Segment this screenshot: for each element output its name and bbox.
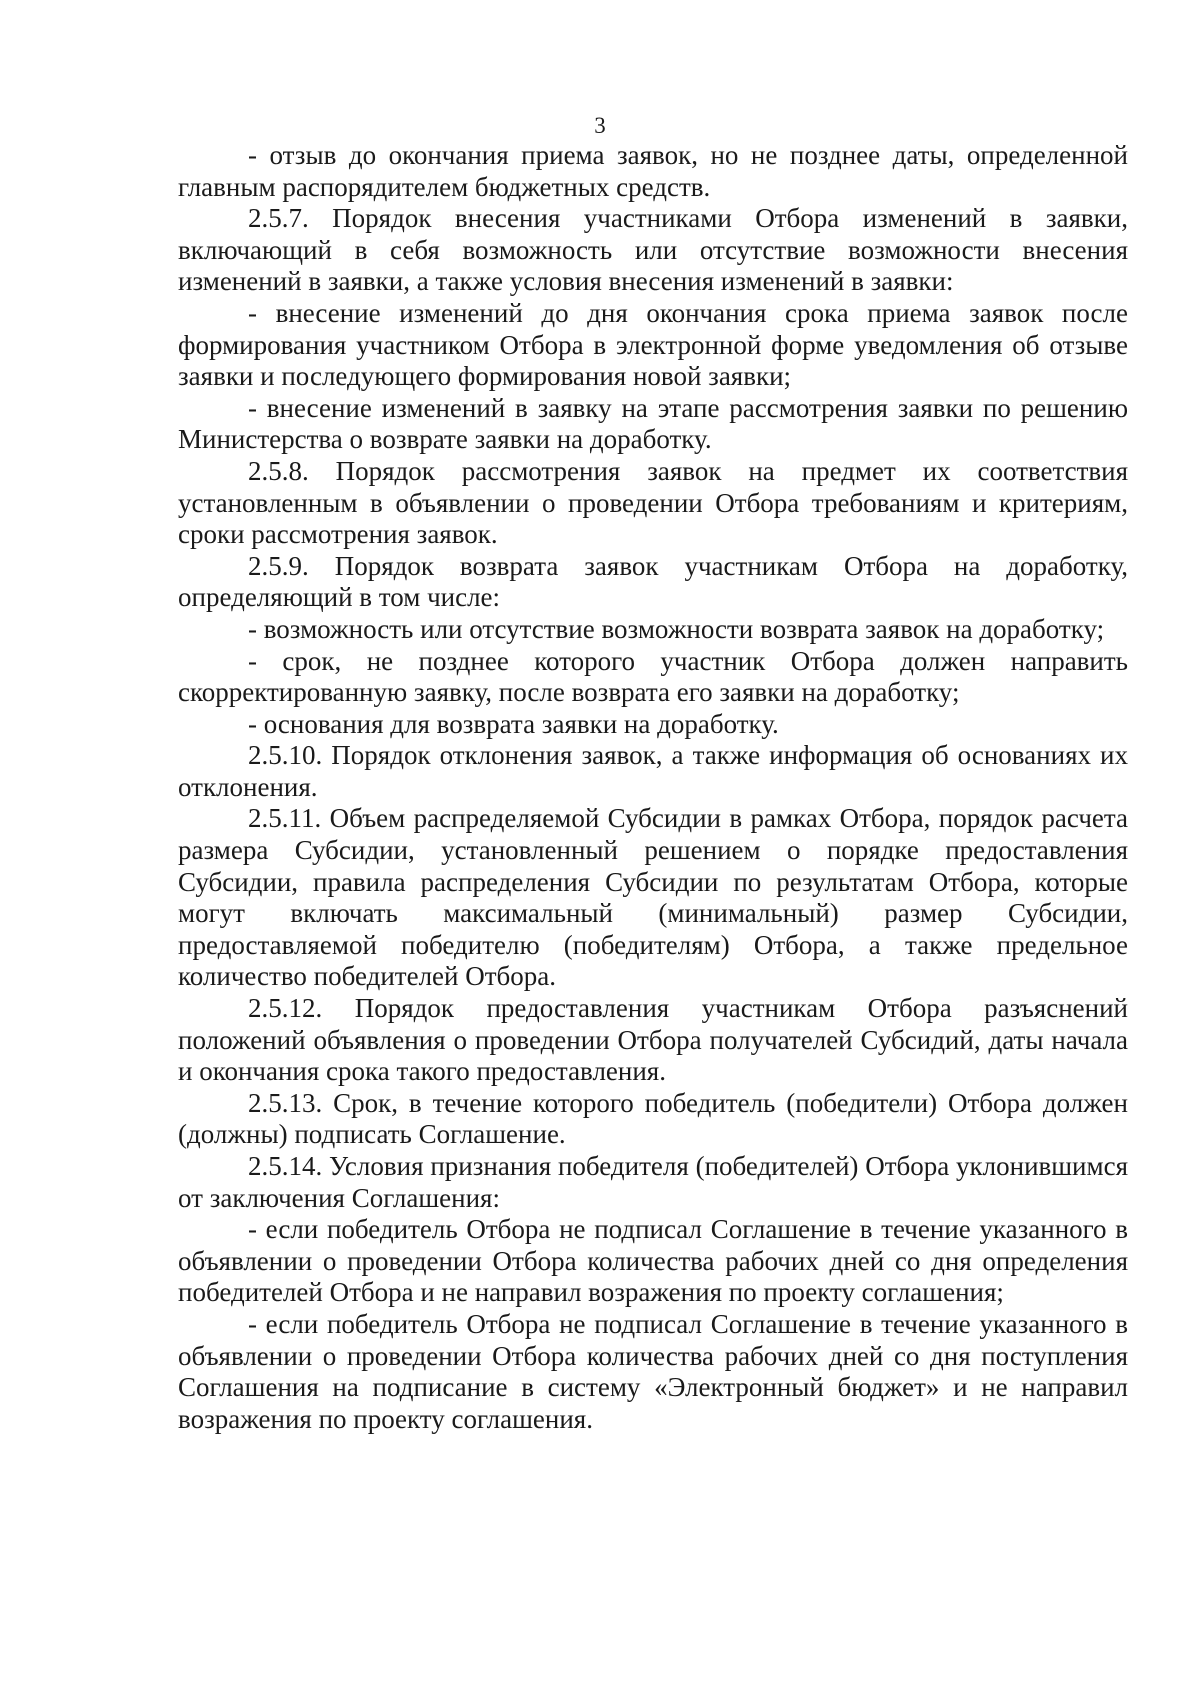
paragraph-2-5-14: 2.5.14. Условия признания победителя (победителей) Отбора уклонившимся от заключения Соглашения: — [178, 1151, 1128, 1213]
document-body — [178, 140, 1128, 1435]
paragraph-2-5-7: 2.5.7. Порядок внесения участниками Отбора изменений в заявки, включающий в себя возможность или отсутствие возможности внесения изменений в заявки, а также условия внесения изменений в заявки: — [178, 203, 1128, 297]
list-item-unsigned-after-submission: - если победитель Отбора не подписал Соглашение в течение указанного в объявлении о проведении Отбора количества рабочих дней со дня поступления Соглашения на подписание в систему «Электронный бюджет» и не направил возражения по проекту соглашения. — [178, 1308, 1128, 1434]
paragraph-2-5-11: 2.5.11. Объем распределяемой Субсидии в рамках Отбора, порядок расчета размера Субсидии, установленный решением о порядке предоставления Субсидии, правила распределения Субсидии по результатам Отбора, которые могут включать максимальный (минимальный) размер Субсидии, предоставляемой победителю (победителям) Отбора, а также предельное количество победителей Отбора. — [178, 803, 1128, 992]
list-item-return-grounds: - основания для возврата заявки на доработку. — [248, 708, 779, 739]
paragraph-2-5-13: 2.5.13. Срок, в течение которого победитель (победители) Отбора должен (должны) подписать Соглашение. — [178, 1087, 1128, 1150]
list-item-return-possibility: - возможность или отсутствие возможности возврата заявок на доработку; — [248, 613, 1105, 644]
paragraph-2-5-12: 2.5.12. Порядок предоставления участникам Отбора разъяснений положений объявления о проведении Отбора получателей Субсидий, даты начала и окончания срока такого предоставления. — [178, 993, 1128, 1087]
paragraph-2-5-9: 2.5.9. Порядок возврата заявок участникам Отбора на доработку, определяющий в том числе: — [178, 550, 1128, 613]
page-number: 3 — [594, 113, 606, 138]
paragraph-withdrawal-deadline: - отзыв до окончания приема заявок, но не позднее даты, определенной главным распорядителем бюджетных средств. — [178, 140, 1128, 202]
list-item-return-deadline: - срок, не позднее которого участник Отбора должен направить скорректированную заявку, после возврата его заявки на доработку; — [178, 645, 1128, 708]
list-item-changes-during-review: - внесение изменений в заявку на этапе рассмотрения заявки по решению Министерства о возврате заявки на доработку. — [178, 392, 1128, 455]
list-item-changes-before-deadline: - внесение изменений до дня окончания срока приема заявок после формирования участником Отбора в электронной форме уведомления об отзыве заявки и последующего формирования новой заявки; — [178, 297, 1128, 392]
paragraph-2-5-8: 2.5.8. Порядок рассмотрения заявок на предмет их соответствия установленным в объявлении о проведении Отбора требованиям и критериям, сроки рассмотрения заявок. — [178, 455, 1128, 550]
list-item-unsigned-after-selection: - если победитель Отбора не подписал Соглашение в течение указанного в объявлении о проведении Отбора количества рабочих дней со дня определения победителей Отбора и не направил возражения по проекту соглашения; — [178, 1214, 1128, 1308]
paragraph-2-5-10: 2.5.10. Порядок отклонения заявок, а также информация об основаниях их отклонения. — [178, 740, 1128, 802]
